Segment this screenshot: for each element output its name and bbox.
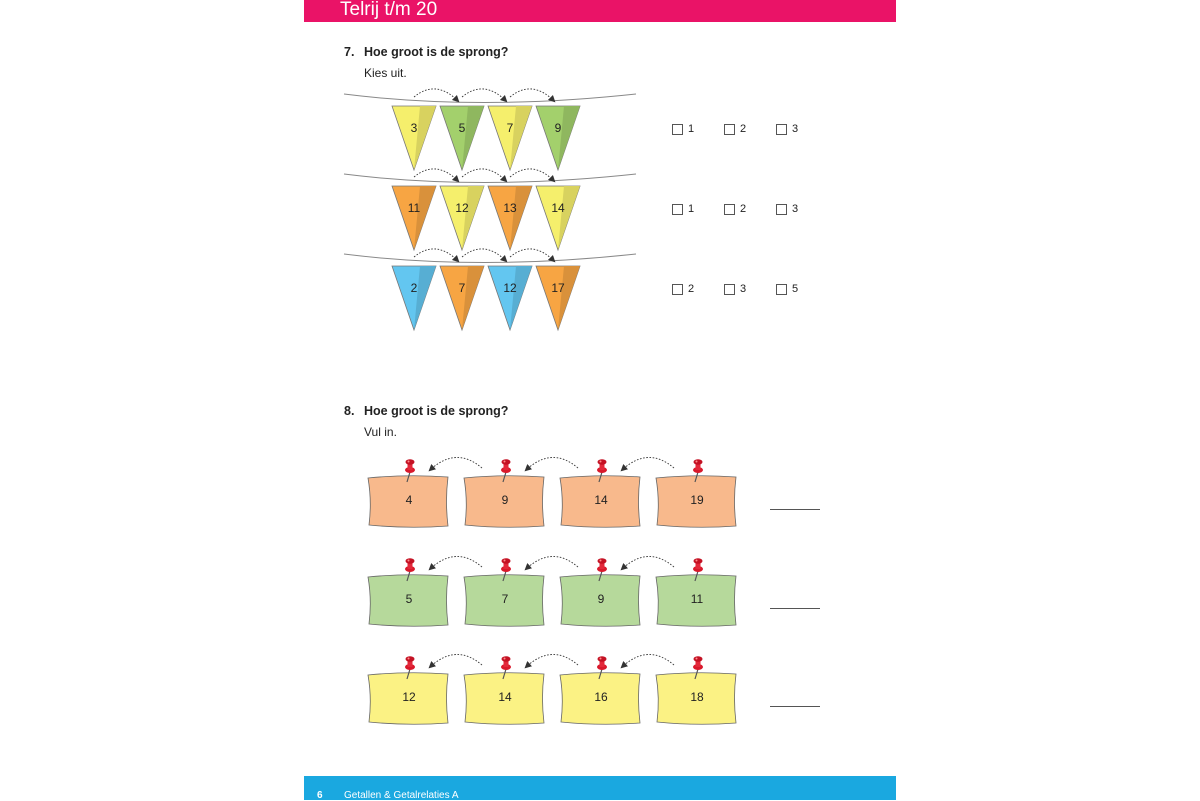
bunting-string: [344, 254, 636, 263]
checkbox[interactable]: [724, 204, 735, 215]
answer-option[interactable]: [724, 283, 746, 295]
question-8-number: 8.: [344, 404, 355, 418]
pinned-note: [464, 656, 544, 724]
question-8-text: Hoe groot is de sprong?: [364, 404, 509, 418]
pinned-note: [560, 656, 640, 724]
footer-page-number: 6: [317, 790, 323, 801]
pennant-flag: [488, 266, 532, 330]
jump-arrow: [526, 654, 578, 667]
option-label: 3: [740, 283, 747, 295]
note-number: 18: [690, 690, 704, 704]
note-number: 4: [405, 493, 413, 507]
pinned-note: [368, 558, 448, 626]
bunting-row-3: [344, 249, 636, 330]
option-label: 2: [688, 283, 695, 295]
page-title: Telrij t/m 20: [340, 0, 438, 20]
bunting-string: [344, 94, 636, 103]
note-number: 19: [690, 493, 704, 507]
checkbox[interactable]: [776, 284, 787, 295]
jump-arrow: [430, 654, 482, 667]
question-8-instruction: Vul in.: [364, 425, 397, 439]
pennant-number: 13: [503, 201, 517, 215]
checkbox[interactable]: [672, 284, 683, 295]
jump-arrow: [510, 169, 554, 181]
jump-arrow: [414, 249, 458, 261]
pennant-number: 12: [455, 201, 469, 215]
pinned-note: [368, 656, 448, 724]
pennant-flag: [536, 186, 580, 250]
note-number: 9: [597, 592, 605, 606]
option-label: 2: [740, 203, 747, 215]
pennant-number: 12: [503, 281, 517, 295]
question-7-number: 7.: [344, 45, 355, 59]
jump-arrow: [510, 89, 554, 101]
answer-option[interactable]: [724, 123, 746, 135]
option-label: 2: [740, 123, 747, 135]
pennant-flag: [440, 106, 484, 170]
checkbox[interactable]: [724, 124, 735, 135]
jump-arrow: [622, 654, 674, 667]
answer-blank[interactable]: [770, 706, 820, 707]
note-number: 12: [402, 690, 416, 704]
pennant-flag: [440, 266, 484, 330]
jump-arrow: [430, 556, 482, 569]
note-number: 14: [594, 493, 608, 507]
pennant-flag: [536, 106, 580, 170]
checkbox[interactable]: [776, 204, 787, 215]
notes-row-3: [368, 654, 736, 724]
notes-row-1: [368, 457, 736, 527]
pennant-number: 7: [506, 121, 514, 135]
footer-bar: [304, 776, 896, 800]
pennant-number: 14: [551, 201, 565, 215]
answer-option[interactable]: [724, 203, 746, 215]
jump-arrow: [414, 169, 458, 181]
pennant-flag: [488, 186, 532, 250]
answer-option[interactable]: [672, 203, 694, 215]
answer-option[interactable]: [672, 123, 694, 135]
note-number: 7: [501, 592, 509, 606]
pennant-number: 3: [410, 121, 418, 135]
pennant-number: 7: [458, 281, 466, 295]
footer-book-title: Getallen & Getalrelaties A: [344, 790, 459, 801]
bunting-row-2: [344, 169, 636, 250]
option-label: 1: [688, 203, 695, 215]
option-label: 1: [688, 123, 695, 135]
pinned-note: [464, 459, 544, 527]
pennant-number: 5: [458, 121, 466, 135]
answer-blank[interactable]: [770, 509, 820, 510]
worksheet-illustrations: [304, 0, 896, 800]
jump-arrow: [430, 457, 482, 470]
answer-option[interactable]: [776, 123, 798, 135]
notes-row-2: [368, 556, 736, 626]
pennant-flag: [392, 186, 436, 250]
pennant-flag: [392, 266, 436, 330]
option-label: 3: [792, 123, 799, 135]
note-number: 16: [594, 690, 608, 704]
jump-arrow: [526, 556, 578, 569]
pinned-note: [656, 558, 736, 626]
question-7-text: Hoe groot is de sprong?: [364, 45, 509, 59]
checkbox[interactable]: [672, 204, 683, 215]
answer-option[interactable]: [776, 203, 798, 215]
pennant-number: 9: [554, 121, 562, 135]
note-number: 11: [690, 592, 704, 606]
bunting-string: [344, 174, 636, 183]
pennant-number: 2: [410, 281, 418, 295]
checkbox[interactable]: [724, 284, 735, 295]
checkbox[interactable]: [672, 124, 683, 135]
pinned-note: [464, 558, 544, 626]
jump-arrow: [622, 556, 674, 569]
pinned-note: [560, 558, 640, 626]
answer-option[interactable]: [672, 283, 694, 295]
pennant-flag: [488, 106, 532, 170]
bunting-row-1: [344, 89, 636, 170]
jump-arrow: [462, 169, 506, 181]
option-label: 3: [792, 203, 799, 215]
pennant-number: 17: [551, 281, 565, 295]
pinned-note: [560, 459, 640, 527]
pinned-note: [656, 459, 736, 527]
option-label: 5: [792, 283, 799, 295]
answer-option[interactable]: [776, 283, 798, 295]
pinned-note: [368, 459, 448, 527]
note-number: 9: [501, 493, 509, 507]
jump-arrow: [462, 89, 506, 101]
pennant-flag: [392, 106, 436, 170]
note-number: 14: [498, 690, 512, 704]
pennant-number: 11: [407, 201, 421, 215]
jump-arrow: [622, 457, 674, 470]
answer-blank[interactable]: [770, 608, 820, 609]
jump-arrow: [462, 249, 506, 261]
jump-arrow: [510, 249, 554, 261]
pinned-note: [656, 656, 736, 724]
jump-arrow: [414, 89, 458, 101]
question-7-instruction: Kies uit.: [364, 66, 407, 80]
pennant-flag: [440, 186, 484, 250]
checkbox[interactable]: [776, 124, 787, 135]
worksheet-page: [304, 0, 896, 800]
jump-arrow: [526, 457, 578, 470]
pennant-flag: [536, 266, 580, 330]
note-number: 5: [405, 592, 413, 606]
